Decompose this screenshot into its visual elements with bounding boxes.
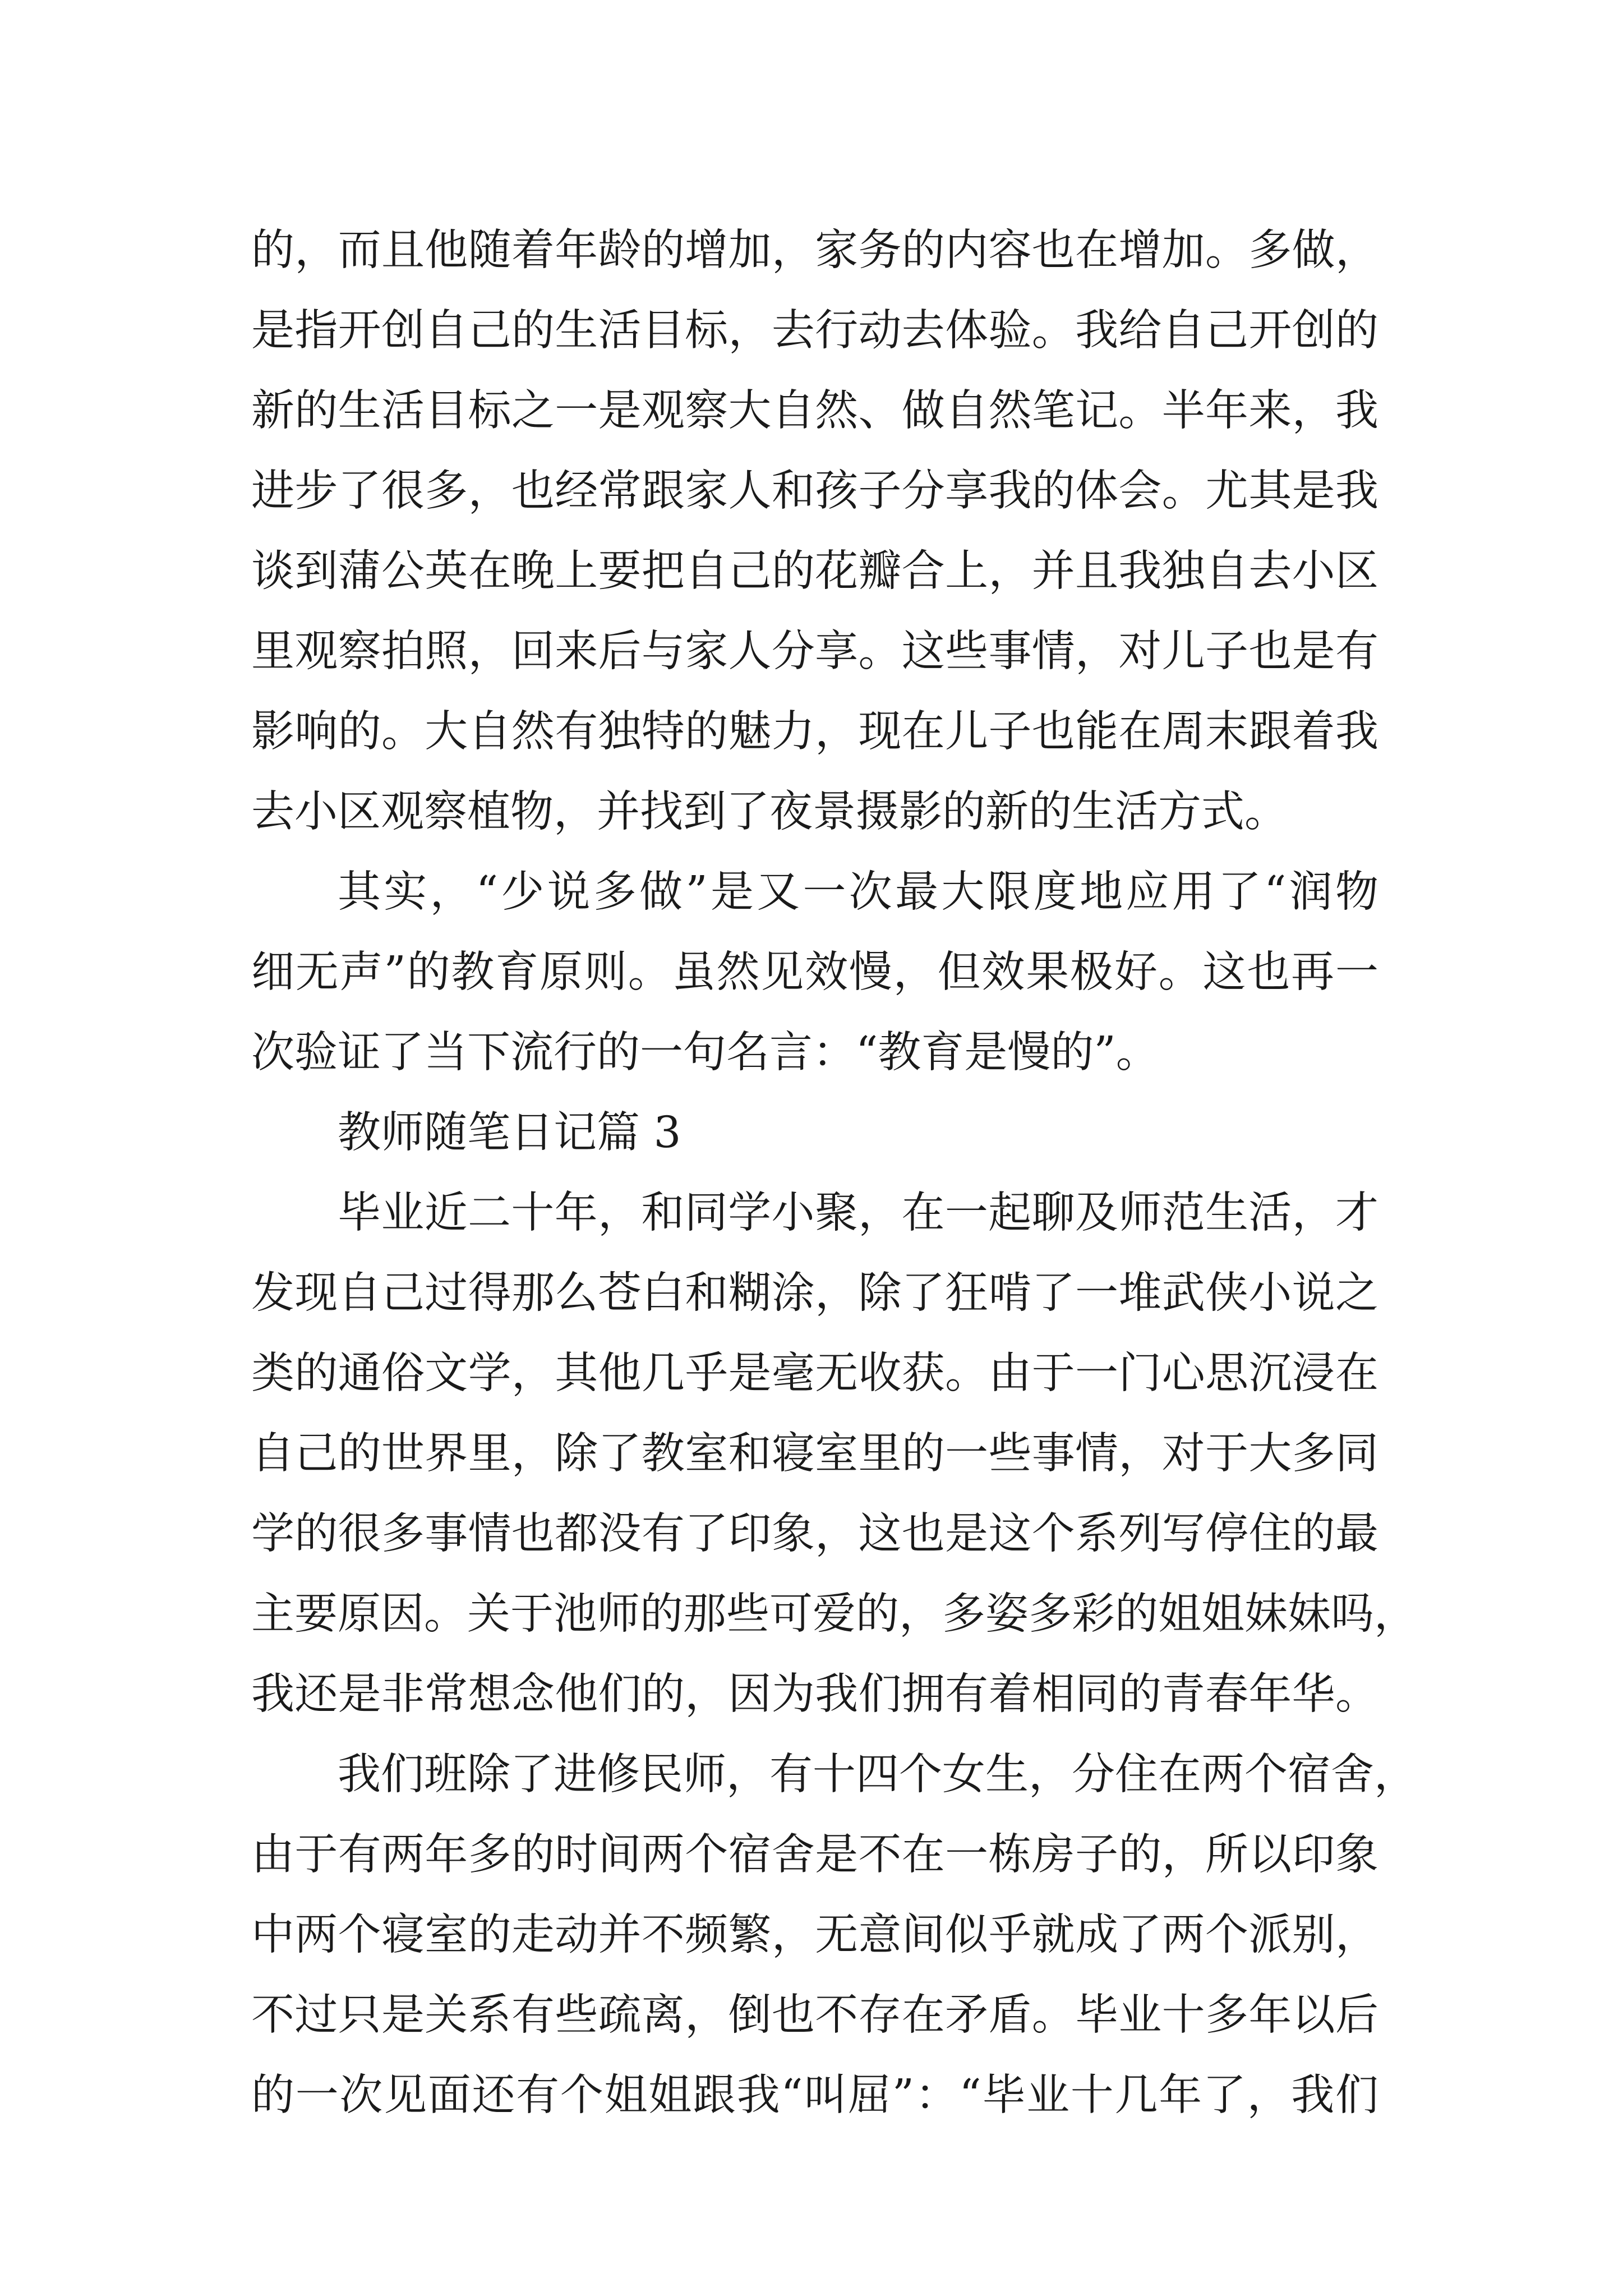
- text-line: 主要原因。关于池师的那些可爱的，多姿多彩的姐姐妹妹吗，: [251, 1589, 1417, 1639]
- text-line: 自己的世界里，除了教室和寝室里的一些事情，对于大多同: [251, 1429, 1378, 1479]
- text-line: 的一次见面还有个姐姐跟我“叫屈”：“毕业十几年了，我们: [251, 2070, 1378, 2120]
- text-line: 谈到蒲公英在晚上要把自己的花瓣合上，并且我独自去小区: [251, 546, 1378, 596]
- text-line: 次验证了当下流行的一句名言：“教育是慢的”。: [251, 1028, 1159, 1078]
- text-line: 学的很多事情也都没有了印象，这也是这个系列写停住的最: [251, 1509, 1378, 1559]
- section-heading: 教师随笔日记篇 3: [338, 1108, 681, 1158]
- text-line: 发现自己过得那么苍白和糊涂，除了狂啃了一堆武侠小说之: [251, 1268, 1378, 1318]
- text-line: 中两个寝室的走动并不频繁，无意间似乎就成了两个派别，: [251, 1910, 1378, 1960]
- text-line: 不过只是关系有些疏离，倒也不存在矛盾。毕业十多年以后: [251, 1990, 1378, 2040]
- text-line: 由于有两年多的时间两个宿舍是不在一栋房子的，所以印象: [251, 1830, 1378, 1880]
- text-line: 里观察拍照，回来后与家人分享。这些事情，对儿子也是有: [251, 627, 1378, 677]
- paragraph-first-line: 我们班除了进修民师，有十四个女生，分住在两个宿舍，: [338, 1750, 1417, 1800]
- text-line: 细无声”的教育原则。虽然见效慢，但效果极好。这也再一: [251, 947, 1378, 997]
- text-line: 去小区观察植物，并找到了夜景摄影的新的生活方式。: [251, 787, 1288, 837]
- paragraph-first-line: 其实，“少说多做”是又一次最大限度地应用了“润物: [338, 867, 1378, 917]
- text-line: 类的通俗文学，其他几乎是毫无收获。由于一门心思沉浸在: [251, 1349, 1378, 1398]
- text-line: 进步了很多，也经常跟家人和孩子分享我的体会。尤其是我: [251, 466, 1378, 516]
- text-line: 影响的。大自然有独特的魅力，现在儿子也能在周末跟着我: [251, 707, 1378, 757]
- text-line: 我还是非常想念他们的，因为我们拥有着相同的青春年华。: [251, 1669, 1378, 1719]
- document-body: [251, 210, 1417, 2136]
- text-line: 的，而且他随着年龄的增加，家务的内容也在增加。多做，: [251, 226, 1378, 275]
- text-line: 是指开创自己的生活目标，去行动去体验。我给自己开创的: [251, 306, 1378, 356]
- paragraph-first-line: 毕业近二十年，和同学小聚，在一起聊及师范生活，才: [338, 1188, 1378, 1238]
- text-line: 新的生活目标之一是观察大自然、做自然笔记。半年来，我: [251, 386, 1378, 436]
